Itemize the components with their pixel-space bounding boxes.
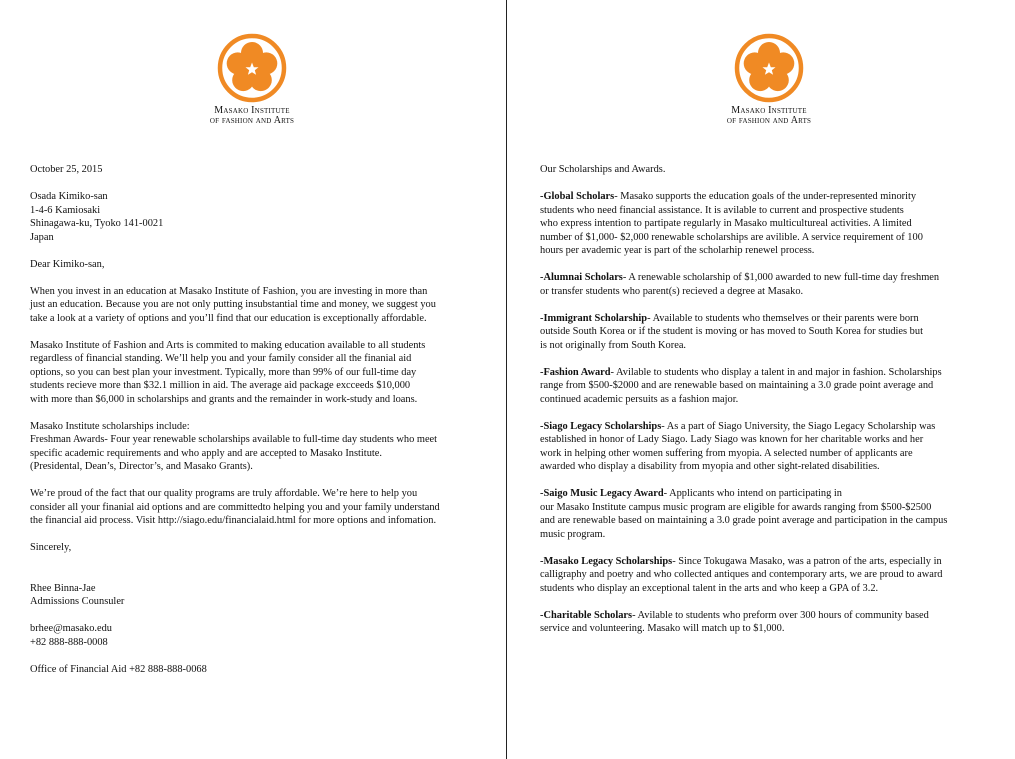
award-text: - Avilable to students who preform over 300 hours of community based (632, 609, 929, 621)
award-item (540, 609, 947, 636)
award-text: work in helping other women suffering from myopia. A selected number of applicants are (540, 447, 913, 459)
letter-date: October 25, 2015 (30, 164, 103, 175)
office-contact: Office of Financial Aid +82 888-888-0068 (30, 663, 207, 675)
flower-star-logo-icon (734, 33, 804, 103)
award-text: number of $1,000- $2,000 renewable scholarships are avilible. A service requirement of 100 (540, 231, 923, 243)
award-text: continued academic persuits as a fashion major. (540, 393, 739, 405)
award-text: who express intention to partipate regularly in Masako multicultureal activities. A limited (540, 218, 912, 229)
flower-star-logo-icon (217, 33, 287, 103)
award-text: range from $500-$2000 and are renewable based on maintaining a 3.0 grade point average and (540, 380, 934, 391)
awards-heading: Our Scholarships and Awards. (540, 164, 666, 175)
award-title: -Fashion Award (540, 366, 611, 378)
closing: Sincerely, (30, 542, 72, 553)
award-text: - Since Tokugawa Masako, was a patron of the arts, especially in (672, 555, 942, 567)
letter-body (30, 163, 440, 676)
paragraph-line: take a look at a variety of options and you’ll find that our education is exceptionally affordable. (30, 312, 427, 324)
award-title: -Immigrant Scholarship (540, 312, 648, 324)
award-title: -Siago Legacy Scholarships (540, 420, 662, 432)
award-title: -Global Scholars (540, 191, 615, 202)
awards-page (508, 0, 1015, 759)
award-item (540, 487, 947, 541)
address-line: 1-4-6 Kamiosaki (30, 204, 101, 216)
letter-page (0, 0, 506, 759)
award-text: our Masako Institute campus music program are eligible for awards ranging from $500-$2500 (540, 501, 932, 513)
award-title: -Masako Legacy Scholarships (540, 555, 673, 567)
signer-email: brhee@masako.edu (30, 623, 112, 634)
paragraph-line: We’re proud of the fact that our quality programs are truly affordable. We’re here to help you (30, 488, 418, 499)
award-text: calligraphy and poetry and who collected antiques and contemporary arts, we are proud to award (540, 569, 943, 580)
award-title: -Charitable Scholars (540, 609, 633, 621)
institute-logo (182, 33, 322, 126)
signer-title: Admissions Counsuler (30, 596, 125, 607)
paragraph-line: students recieve more than $32.1 million in aid. The average aid package excceeds $10,000 (30, 380, 411, 391)
award-text: outside South Korea or if the student is moving or has moved to South Korea for studies but (540, 326, 923, 337)
paragraph-line: (Presidental, Dean’s, Director’s, and Masako Grants). (30, 461, 253, 472)
award-item (540, 555, 947, 596)
institute-logo (699, 33, 839, 126)
signer-phone: +82 888-888-0008 (30, 636, 108, 648)
award-title: -Alumnai Scholars (540, 272, 623, 283)
award-item (540, 420, 947, 474)
paragraph-line: regardless of financial standing. We’ll help you and your family consider all the finanial aid (30, 353, 412, 364)
award-text: music program. (540, 528, 606, 540)
award-text: awarded who display a disability from myopia and other sight-related disabilities. (540, 461, 880, 472)
award-item (540, 312, 947, 353)
award-text: students who display an exceptional talent in the arts and who keep a GPA of 3.2. (540, 582, 879, 594)
paragraph-line: options, so you can best plan your investment. Typically, more than 99% of our full-time day (30, 366, 417, 378)
signer-name: Rhee Binna-Jae (30, 582, 96, 594)
award-item (540, 271, 947, 298)
logo-name-line1: Masako Institute (214, 105, 290, 116)
award-text: - Available to students who themselves or their parents were born (647, 312, 919, 324)
award-text: and are renewable based on maintaining a 3.0 grade point average and participation in the campus (540, 515, 948, 526)
address-line: Osada Kimiko-san (30, 191, 108, 202)
awards-body (540, 163, 947, 636)
page-divider (506, 0, 507, 759)
award-text: - A renewable scholarship of $1,000 awarded to new full-time day freshmen (622, 272, 940, 283)
award-title: -Saigo Music Legacy Award (540, 488, 664, 499)
award-text: students who need financial assistance. It is avilable to current and prospective students (540, 204, 904, 216)
award-text: hours per avademic year is part of the scholarhip renewel process. (540, 245, 815, 256)
salutation: Dear Kimiko-san, (30, 258, 105, 270)
paragraph-line: with more than $6,000 in scholarships and grants and the remainder in work-study and loans. (30, 393, 418, 405)
paragraph-line: specific academic requirements and who apply and are accepted to Masako Institute. (30, 447, 382, 459)
paragraph-line: Freshman Awards- Four year renewable scholarships available to full-time day students who meet (30, 434, 438, 445)
paragraph-line: When you invest in an education at Masako Institute of Fashion, you are investing in more than (30, 285, 428, 297)
address-line: Shinagawa-ku, Tyoko 141-0021 (30, 218, 164, 229)
address-line: Japan (30, 231, 54, 243)
award-text: - Masako supports the education goals of the under-represented minority (614, 191, 917, 202)
award-text: is not originally from South Korea. (540, 339, 687, 351)
paragraph-line: just an education. Because you are not only putting insubstantial time and money, we suggest you (30, 299, 436, 310)
award-text: - As a part of Siago University, the Siago Legacy Scholarship was (661, 420, 936, 432)
award-text: or transfer students who parent(s) recieved a degree at Masako. (540, 285, 804, 297)
paragraph-line: the financial aid process. Visit http://siago.edu/financialaid.html for more options and infomation. (30, 515, 437, 526)
award-item (540, 190, 947, 258)
award-text: - Avilable to students who display a talent in and major in fashion. Scholarships (610, 366, 942, 378)
logo-name-line2: of fashion and Arts (209, 115, 295, 126)
award-text: service and volunteering. Masako will match up to $1,000. (540, 623, 785, 634)
logo-name-line1: Masako Institute (731, 105, 807, 116)
paragraph-line: Masako Institute of Fashion and Arts is commited to making education available to all students (30, 339, 426, 351)
logo-name-line2: of fashion and Arts (726, 115, 812, 126)
paragraph-line: Masako Institute scholarships include: (30, 420, 190, 432)
award-item (540, 366, 947, 407)
award-text: established in honor of Lady Siago. Lady Siago was known for her charitable works and her (540, 434, 924, 445)
award-text: - Applicants who intend on participating in (663, 488, 842, 499)
paragraph-line: consider all your finanial aid options and are committedto helping you and your family understand (30, 501, 440, 513)
